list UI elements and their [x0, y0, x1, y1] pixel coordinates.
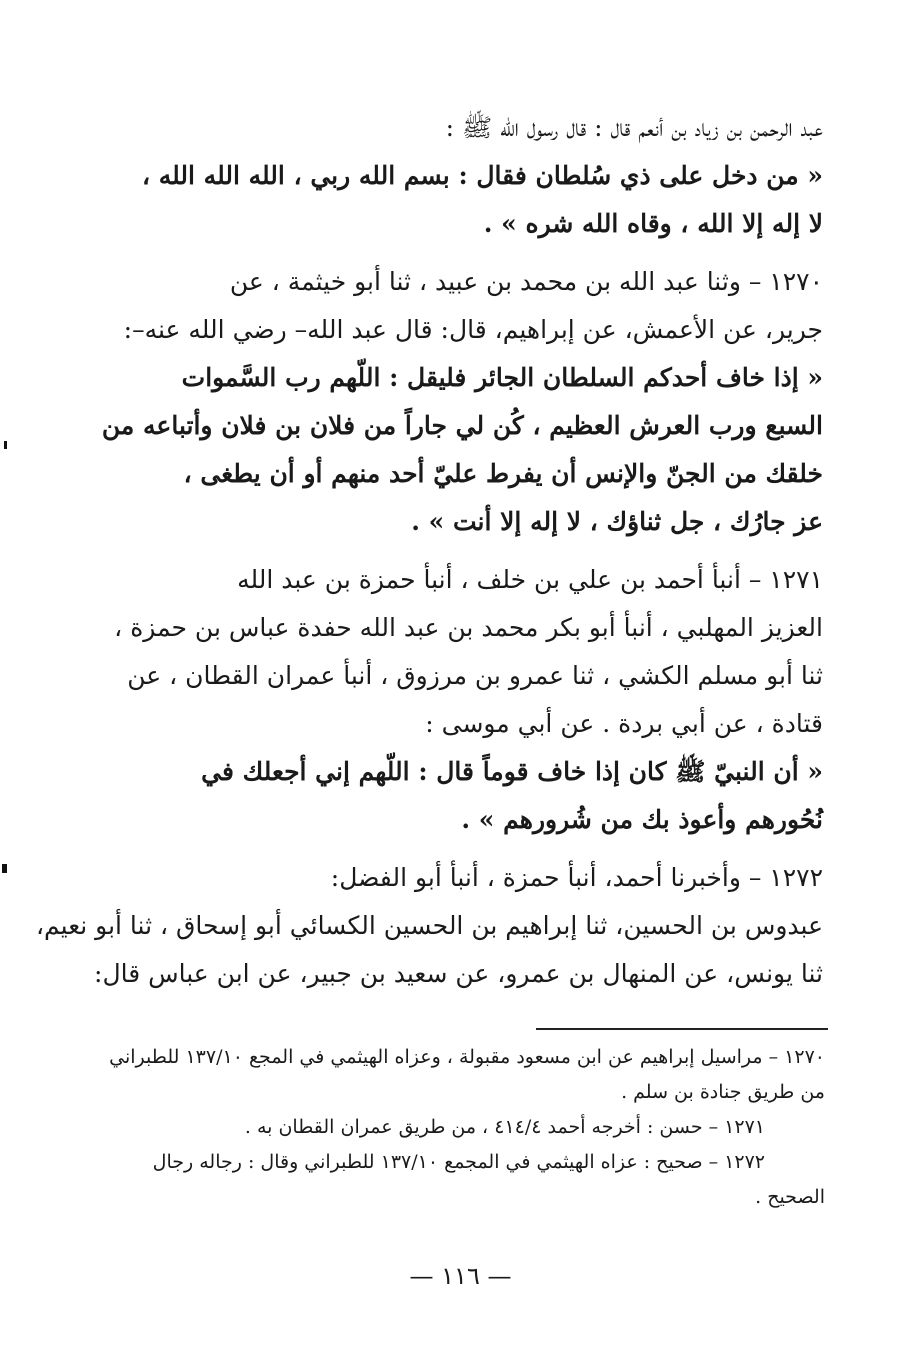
scan-speck	[2, 864, 7, 873]
text-line: عبدوس بن الحسين، ثنا إبراهيم بن الحسين الكسائي أبو إسحاق ، ثنا أبو نعيم،	[35, 911, 823, 940]
footnote-line: ١٢٧٢ – صحيح : عزاه الهيثمي في المجمع ١٣٧/١٠ للطبراني وقال : رجاله رجال	[152, 1151, 765, 1173]
text-line: جرير، عن الأعمش، عن إبراهيم، قال: قال عبد الله– رضي الله عنه–:	[123, 315, 823, 344]
text-line: ثنا أبو مسلم الكشي ، ثنا عمرو بن مرزوق ، أنبأ عمران القطان ، عن	[127, 661, 823, 690]
hadith-text-line: « إذا خاف أحدكم السلطان الجائر فليقل : اللّهم رب السَّموات	[181, 363, 823, 392]
isnad-line-1271: ١٢٧١ – أنبأ أحمد بن علي بن خلف ، أنبأ حمزة بن عبد الله	[237, 565, 823, 594]
footnote-line: ١٢٧٠ – مراسيل إبراهيم عن ابن مسعود مقبولة ، وعزاه الهيثمي في المجع ١٣٧/١٠ للطبراني	[109, 1046, 825, 1068]
footnote-separator	[536, 1028, 828, 1030]
hadith-text-line: لا إله إلا الله ، وقاه الله شره » .	[483, 209, 823, 238]
hadith-text-line: عز جارُك ، جل ثناؤك ، لا إله إلا أنت » .	[411, 507, 823, 536]
scan-speck	[4, 441, 7, 449]
paragraph-gap	[118, 248, 823, 258]
hadith-text-line: نُحُورهم وأعوذ بك من شُرورهم » .	[461, 805, 823, 834]
text-line: عبد الرحمن بن زياد بن أنعم قال : قال رسول الله ﷺ :	[445, 113, 823, 142]
hadith-text-line: خلقك من الجنّ والإنس أن يفرط عليّ أحد منهم أو أن يطغى ،	[183, 459, 823, 488]
isnad-line-1272: ١٢٧٢ – وأخبرنا أحمد، أنبأ حمزة ، أنبأ أبو الفضل:	[330, 863, 823, 892]
text-line: قتادة ، عن أبي بردة . عن أبي موسى :	[425, 709, 823, 738]
footnote-line: الصحيح .	[755, 1186, 825, 1208]
paragraph-gap	[118, 546, 823, 556]
hadith-text-line: « من دخل على ذي سُلطان فقال : بسم الله ربي ، الله الله الله ،	[141, 161, 823, 190]
hadith-text-line: « أن النبيّ ﷺ كان إذا خاف قوماً قال : اللّهم إني أجعلك في	[201, 757, 823, 786]
main-text	[35, 104, 823, 998]
footnotes	[80, 1040, 825, 1215]
isnad-line-1270: ١٢٧٠ – وثنا عبد الله بن محمد بن عبيد ، ثنا أبو خيثمة ، عن	[229, 267, 823, 296]
footnote-line: ١٢٧١ – حسن : أخرجه أحمد ٤١٤/٤ ، من طريق عمران القطان به .	[244, 1116, 765, 1138]
paragraph-gap	[118, 844, 823, 854]
footnote-line: من طريق جنادة بن سلم .	[621, 1081, 825, 1103]
page-number: — ١١٦ —	[409, 1262, 512, 1290]
text-line: العزيز المهلبي ، أنبأ أبو بكر محمد بن عبد الله حفدة عباس بن حمزة ،	[114, 613, 823, 642]
hadith-text-line: السبع ورب العرش العظيم ، كُن لي جاراً من فلان بن فلان وأتباعه من	[101, 411, 823, 440]
text-line: ثنا يونس، عن المنهال بن عمرو، عن سعيد بن جبير، عن ابن عباس قال:	[94, 959, 823, 988]
